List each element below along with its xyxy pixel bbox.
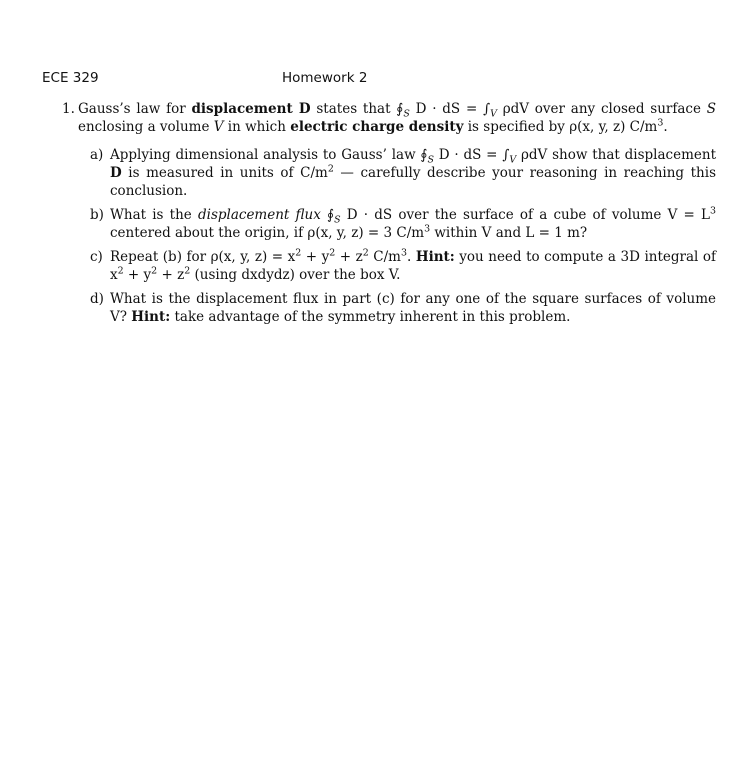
document-header [42, 70, 702, 90]
text-segment: . [407, 249, 416, 265]
text-segment: What is the [110, 207, 198, 223]
superscript: 3 [657, 117, 664, 129]
text-segment: within V and L = 1 m? [430, 225, 588, 241]
part-label: d) [90, 291, 104, 307]
text-segment: is specified by ρ(x, y, z) C/m [463, 119, 658, 135]
superscript: 2 [295, 247, 302, 259]
hint-label: Hint: [131, 309, 171, 325]
part-label: c) [90, 249, 103, 265]
superscript: 3 [424, 223, 431, 235]
math-symbol: V [213, 119, 224, 135]
part-a [90, 146, 716, 200]
homework-title: Homework 2 [282, 70, 368, 86]
subscript: S [403, 108, 410, 120]
text-segment: C/m [368, 249, 401, 265]
superscript: 2 [362, 247, 369, 259]
part-label: b) [90, 207, 104, 223]
text-segment: Repeat (b) for ρ(x, y, z) = x [110, 249, 296, 265]
subscript: S [334, 214, 341, 226]
text-segment: you need to compute a 3D integral of x [110, 249, 716, 283]
problem-number: 1. [62, 101, 75, 117]
subscript: S [427, 154, 434, 166]
superscript: 2 [117, 265, 124, 277]
superscript: 2 [329, 247, 336, 259]
bold-term: displacement D [191, 101, 311, 117]
problem-1 [62, 100, 716, 136]
text-segment: ∮ [320, 207, 335, 223]
problem-statement [78, 100, 716, 136]
part-label: a) [90, 147, 104, 163]
text-segment: (using dxdydz) over the box V. [190, 267, 401, 283]
text-segment: + z [157, 267, 185, 283]
text-segment: + z [335, 249, 363, 265]
text-segment: ρdV show that displacement [516, 147, 716, 163]
text-segment: Gauss’s law for [78, 101, 192, 117]
superscript: 3 [710, 205, 717, 217]
bold-term: D [110, 165, 122, 181]
text-segment: enclosing a volume [78, 119, 214, 135]
italic-term: displacement flux [197, 207, 321, 223]
text-segment: D · dS = ∫ [409, 101, 491, 117]
text-segment: states that ∮ [310, 101, 404, 117]
text-segment: ρdV over any closed surface [496, 101, 707, 117]
course-code: ECE 329 [42, 70, 99, 86]
superscript: 2 [327, 163, 334, 175]
text-segment: is measured in units of C/m [121, 165, 328, 181]
math-symbol: S [706, 101, 716, 117]
text-segment: D · dS = ∫ [433, 147, 510, 163]
text-segment: + y [123, 267, 152, 283]
superscript: 2 [151, 265, 158, 277]
problem-parts [90, 146, 716, 332]
text-segment: + y [301, 249, 330, 265]
part-d [90, 290, 716, 326]
text-segment: What is the displacement flux in part (c) for any one of the square surfaces of volume V? [110, 291, 716, 325]
text-segment: D · dS over the surface of a cube of volume V = L [340, 207, 710, 223]
text-segment: in which [223, 119, 291, 135]
text-segment: . [663, 119, 668, 135]
bold-term: electric charge density [290, 119, 464, 135]
part-c [90, 248, 716, 284]
superscript: 2 [184, 265, 191, 277]
text-segment: centered about the origin, if ρ(x, y, z) = 3 C/m [110, 225, 425, 241]
text-segment: take advantage of the symmetry inherent in this problem. [170, 309, 571, 325]
part-b [90, 206, 716, 242]
subscript: V [490, 108, 497, 120]
text-segment: — carefully describe your reasoning in reaching this conclusion. [110, 165, 716, 199]
text-segment: Applying dimensional analysis to Gauss’ law ∮ [110, 147, 428, 163]
subscript: V [509, 154, 517, 166]
hint-label: Hint: [415, 249, 455, 265]
superscript: 3 [400, 247, 407, 259]
